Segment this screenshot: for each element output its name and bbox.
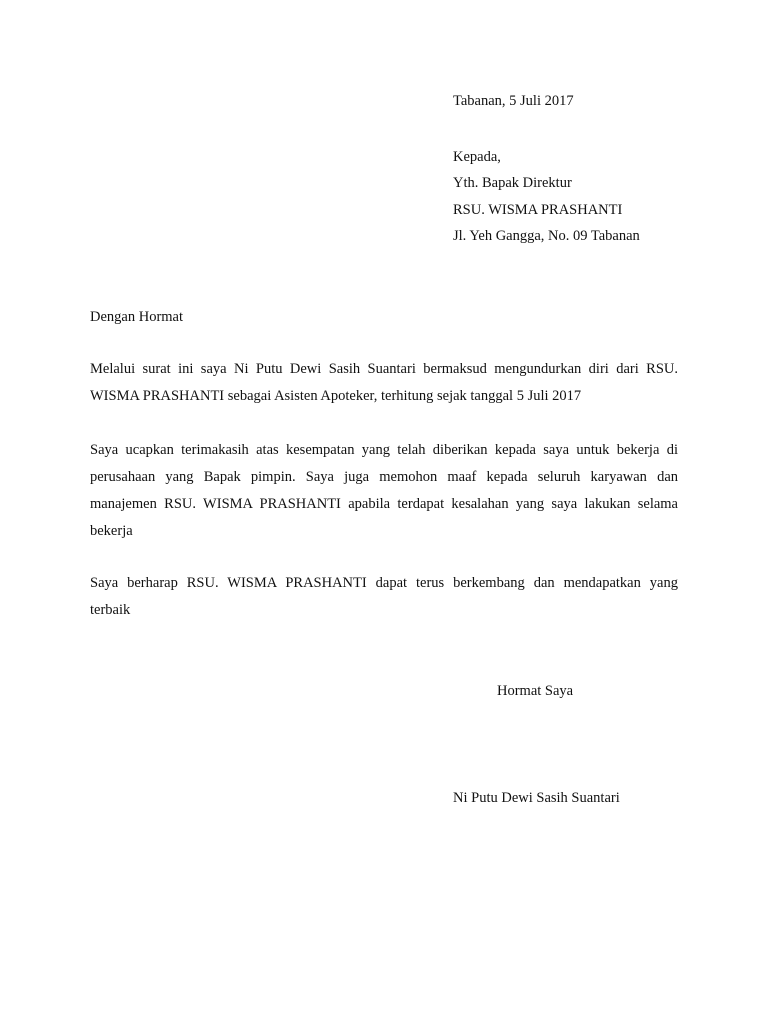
paragraph-line: terbaik	[90, 602, 131, 618]
paragraph-gratitude	[90, 437, 678, 545]
signatory-name: Ni Putu Dewi Sasih Suantari	[453, 790, 620, 806]
paragraph-line: Saya ucapkan terimakasih atas kesempatan yang telah diberikan kepada saya untuk bekerja di	[90, 442, 678, 458]
paragraph-line: Melalui surat ini saya Ni Putu Dewi Sasih Suantari bermaksud mengundurkan diri dari RSU.	[90, 361, 678, 377]
recipient-address: Jl. Yeh Gangga, No. 09 Tabanan	[453, 228, 640, 244]
salutation: Dengan Hormat	[90, 309, 184, 325]
recipient-kepada: Kepada,	[453, 149, 501, 165]
recipient-title: Yth. Bapak Direktur	[453, 175, 572, 191]
paragraph-line: perusahaan yang Bapak pimpin. Saya juga memohon maaf kepada seluruh karyawan dan	[90, 469, 678, 485]
paragraph-line: bekerja	[90, 523, 133, 539]
paragraph-line: manajemen RSU. WISMA PRASHANTI apabila terdapat kesalahan yang saya lakukan selama	[90, 496, 678, 512]
paragraph-hope	[90, 570, 678, 624]
paragraph-line: Saya berharap RSU. WISMA PRASHANTI dapat terus berkembang dan mendapatkan yang	[90, 575, 678, 591]
letter-date: Tabanan, 5 Juli 2017	[453, 93, 574, 109]
paragraph-line: WISMA PRASHANTI sebagai Asisten Apoteker, terhitung sejak tanggal 5 Juli 2017	[90, 388, 582, 404]
recipient-institution: RSU. WISMA PRASHANTI	[453, 202, 623, 218]
paragraph-resignation	[90, 356, 678, 410]
closing: Hormat Saya	[497, 683, 574, 699]
